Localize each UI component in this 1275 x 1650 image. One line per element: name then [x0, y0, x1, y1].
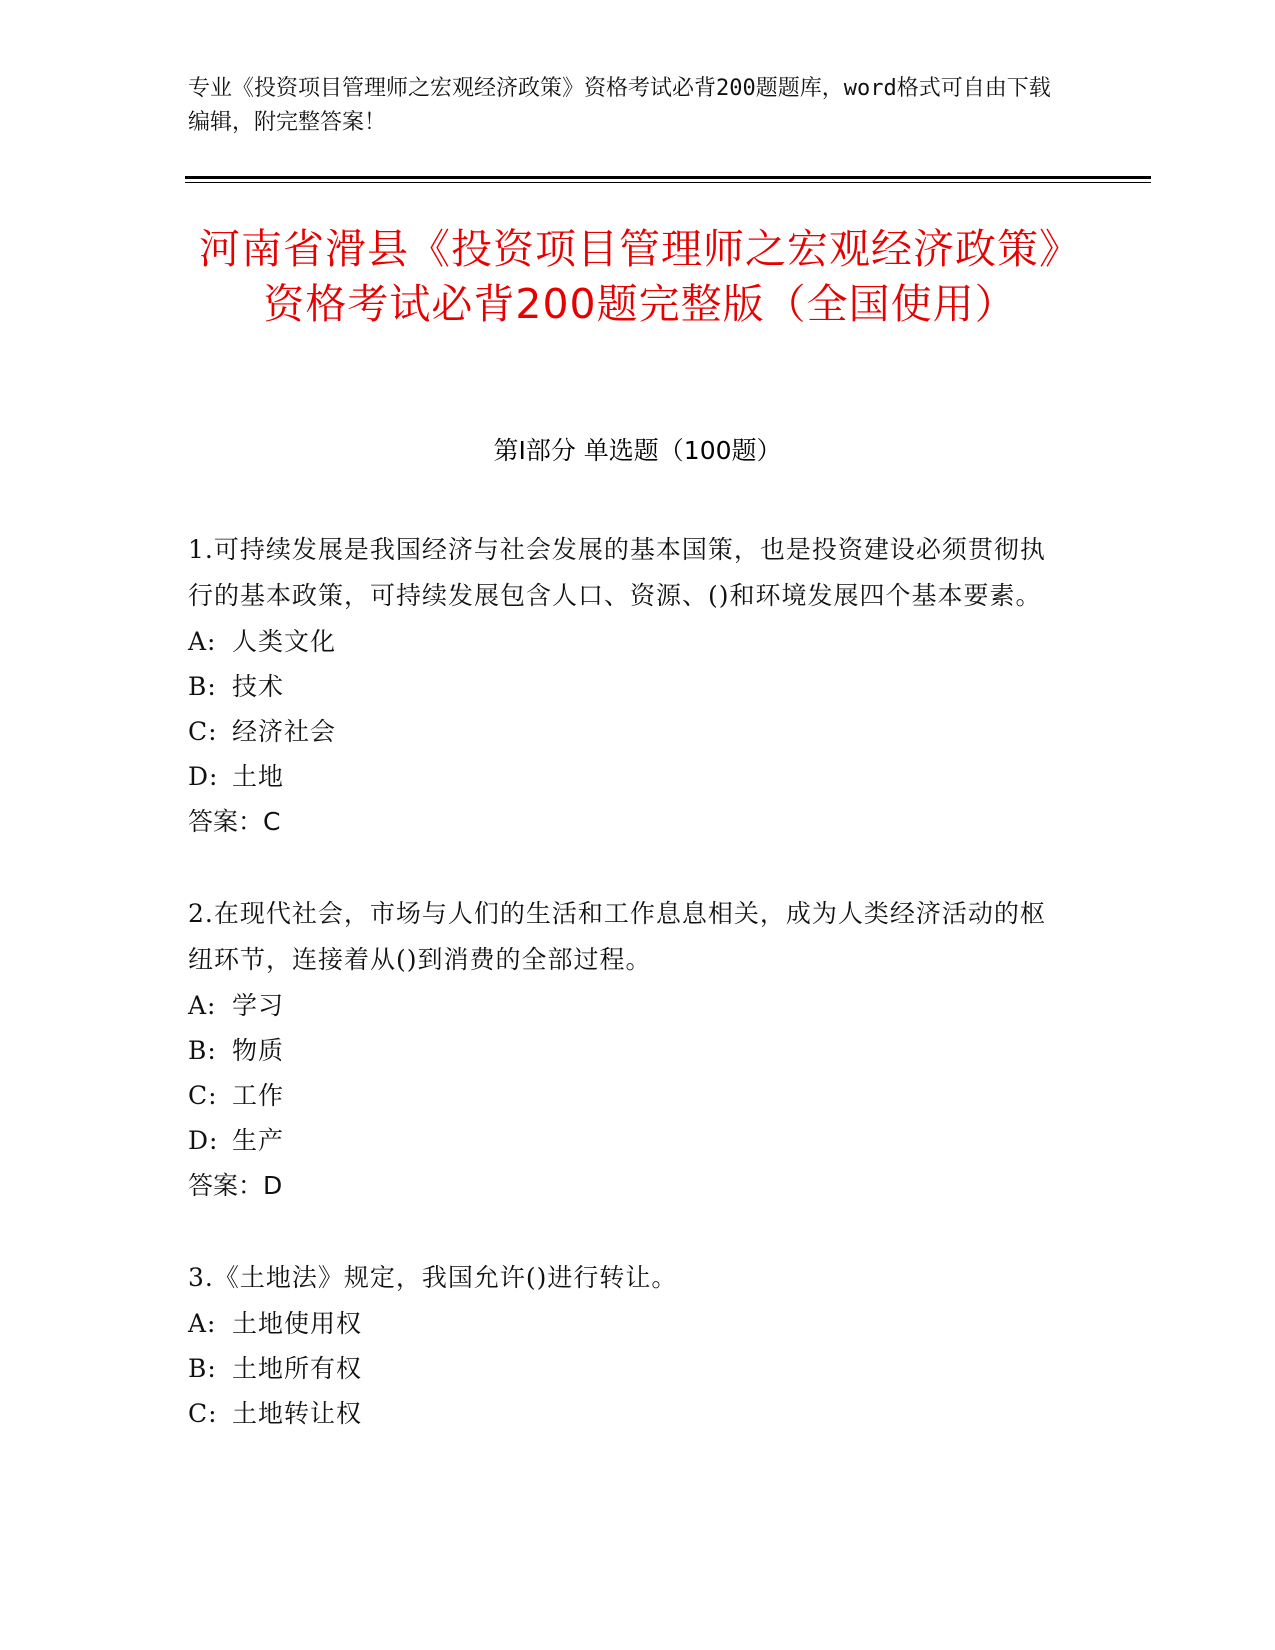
- option-c: [188, 1391, 1068, 1436]
- option-letter: C:: [188, 1399, 218, 1428]
- option-letter: B:: [188, 672, 217, 701]
- option-text: 人类文化: [232, 627, 337, 656]
- question-2: [188, 891, 1068, 1209]
- question-stem: 1.可持续发展是我国经济与社会发展的基本国策，也是投资建设必须贯彻执行的基本政策，可持续发展包含人口、资源、()和环境发展四个基本要素。: [188, 535, 1046, 610]
- question-1: [188, 527, 1068, 845]
- option-b: [188, 1028, 1068, 1073]
- option-letter: A:: [188, 991, 217, 1020]
- option-d: [188, 1118, 1068, 1163]
- option-letter: B:: [188, 1354, 217, 1383]
- option-text: 生产: [232, 1126, 285, 1155]
- option-d: [188, 754, 1068, 799]
- option-b: [188, 664, 1068, 709]
- question-list: [188, 527, 1068, 1482]
- option-a: [188, 1301, 1068, 1346]
- header-divider-thick: [185, 176, 1151, 179]
- question-stem: 2.在现代社会，市场与人们的生活和工作息息相关，成为人类经济活动的枢纽环节，连接着从()到消费的全部过程。: [188, 899, 1046, 974]
- option-letter: C:: [188, 1081, 218, 1110]
- option-a: [188, 983, 1068, 1028]
- option-letter: C:: [188, 717, 218, 746]
- question-stem: 3.《土地法》规定，我国允许()进行转让。: [188, 1263, 678, 1292]
- question-3: [188, 1255, 1068, 1436]
- option-text: 经济社会: [232, 717, 337, 746]
- header-divider-thin: [185, 182, 1151, 183]
- option-text: 技术: [232, 672, 285, 701]
- option-text: 物质: [232, 1036, 285, 1065]
- option-c: [188, 1073, 1068, 1118]
- option-text: 土地所有权: [232, 1354, 363, 1383]
- option-a: [188, 619, 1068, 664]
- option-letter: D:: [188, 762, 219, 791]
- answer-key: 答案：C: [188, 807, 281, 836]
- option-c: [188, 709, 1068, 754]
- section-heading: 第I部分 单选题（100题）: [493, 436, 782, 465]
- option-letter: D:: [188, 1126, 219, 1155]
- answer-key: 答案：D: [188, 1171, 283, 1200]
- option-text: 土地使用权: [232, 1309, 363, 1338]
- document-title: 河南省滑县《投资项目管理师之宏观经济政策》资格考试必背200题完整版（全国使用）: [199, 225, 1081, 328]
- option-letter: A:: [188, 627, 217, 656]
- option-letter: A:: [188, 1309, 217, 1338]
- option-b: [188, 1346, 1068, 1391]
- header-note: 专业《投资项目管理师之宏观经济政策》资格考试必背200题题库，word格式可自由下载编辑，附完整答案！: [188, 76, 1051, 135]
- option-letter: B:: [188, 1036, 217, 1065]
- option-text: 土地: [232, 762, 285, 791]
- option-text: 土地转让权: [232, 1399, 363, 1428]
- option-text: 学习: [232, 991, 285, 1020]
- option-text: 工作: [232, 1081, 285, 1110]
